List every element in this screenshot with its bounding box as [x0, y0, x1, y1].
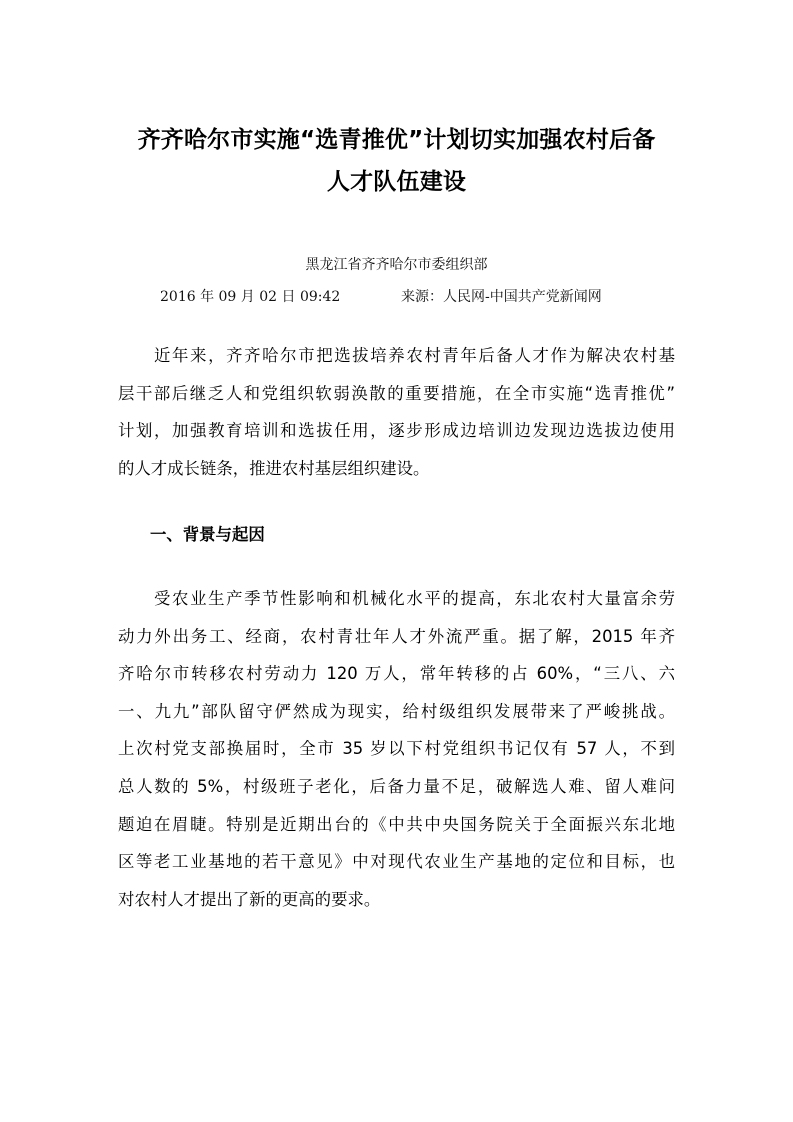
paragraph-line: 总人数的 5%，村级班子老化，后备力量不足，破解选人难、留人难问	[118, 776, 675, 796]
source-attribution: 来源：人民网-中国共产党新闻网	[401, 289, 602, 305]
section-heading: 一、背景与起因	[150, 525, 265, 544]
paragraph-line: 上次村党支部换届时，全市 35 岁以下村党组织书记仅有 57 人，不到	[118, 739, 675, 759]
paragraph-line: 受农业生产季节性影响和机械化水平的提高，东北农村大量富余劳	[118, 589, 675, 608]
paragraph-line: 的人才成长链条，推进农村基层组织建设。	[118, 458, 430, 478]
paragraph-line: 一、九九”部队留守俨然成为现实，给村级组织发展带来了严峻挑战。	[118, 701, 675, 721]
document-title-line-1: 齐齐哈尔市实施“选青推优”计划切实加强农村后备	[137, 127, 656, 153]
publish-date: 2016 年 09 月 02 日 09:42	[160, 289, 341, 305]
paragraph-line: 动力外出务工、经商，农村青壮年人才外流严重。据了解，2015 年齐	[118, 626, 675, 646]
paragraph-line: 齐哈尔市转移农村劳动力 120 万人，常年转移的占 60%，“三八、六	[118, 664, 675, 684]
paragraph-line: 题迫在眉睫。特别是近期出台的《中共中央国务院关于全面振兴东北地	[118, 814, 675, 834]
paragraph-line: 区等老工业基地的若干意见》中对现代农业生产基地的定位和目标，也	[118, 852, 675, 872]
document-title-line-2: 人才队伍建设	[326, 169, 467, 195]
paragraph-line: 层干部后继乏人和党组织软弱涣散的重要措施，在全市实施“选青推优”	[118, 383, 675, 403]
paragraph-line: 计划，加强教育培训和选拔任用，逐步形成边培训边发现边选拔边使用	[118, 421, 675, 441]
intro-paragraph	[118, 337, 675, 487]
section-paragraph	[118, 580, 675, 918]
author-organization: 黑龙江省齐齐哈尔市委组织部	[305, 257, 488, 273]
paragraph-line: 近年来，齐齐哈尔市把选拔培养农村青年后备人才作为解决农村基	[118, 346, 675, 365]
paragraph-line: 对农村人才提出了新的更高的要求。	[118, 889, 381, 909]
